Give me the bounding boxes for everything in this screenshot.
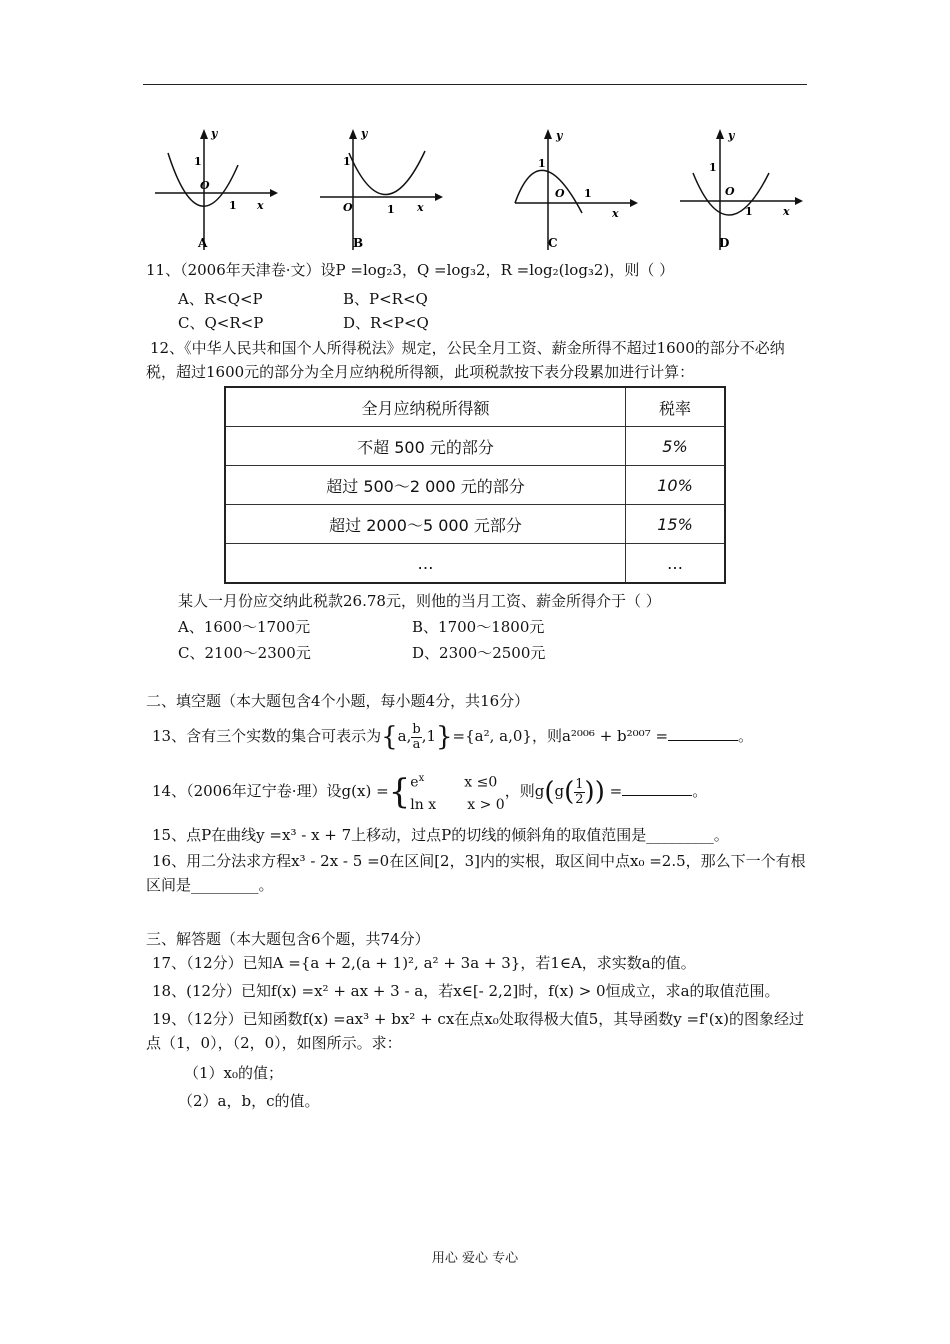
question-12-prompt: 某人一月份应交纳此税款26.78元，则他的当月工资、薪金所得介于（ ）: [178, 592, 661, 610]
table-cell: …: [225, 544, 626, 584]
question-19-part-1: （1）x₀的值；: [184, 1064, 284, 1082]
svg-text:x: x: [417, 201, 424, 214]
table-cell: 10%: [626, 466, 726, 505]
question-18: 18、(12分）已知f(x) =x² + ax + 3 - a，若x∈[- 2,2]时，f(x) > 0恒成立，求a的取值范围。: [152, 982, 780, 1000]
q14-end: 。: [692, 782, 708, 800]
q14-fraction: $\frac{1}{2}$: [575, 776, 584, 807]
q11-option-b: B、P<R<Q: [343, 290, 428, 308]
svg-text:1: 1: [584, 187, 592, 200]
svg-text:1: 1: [709, 161, 717, 174]
question-16: 16、用二分法求方程x³ - 2x - 5 =0在区间[2，3]内的实根，取区间中点x₀ =2.5，那么下一个有根区间是_________。: [146, 852, 806, 894]
q13-answer-blank[interactable]: [668, 726, 738, 741]
q14-answer-blank[interactable]: [622, 781, 692, 796]
svg-text:1: 1: [194, 155, 202, 168]
section-2-heading: 二、填空题（本大题包含4个小题，每小题4分，共16分）: [146, 692, 530, 710]
graph-options-row: [150, 125, 810, 257]
q13-suffix: ={a², a,0}，则a²⁰⁰⁶ + b²⁰⁰⁷ =: [452, 727, 669, 745]
header-rule: [143, 84, 807, 85]
svg-text:O: O: [343, 201, 353, 214]
svg-text:x: x: [783, 205, 790, 218]
svg-text:y: y: [211, 127, 218, 140]
q14-prefix: 14、（2006年辽宁卷·理）设g(x) =: [152, 782, 389, 800]
svg-text:y: y: [728, 129, 735, 142]
svg-text:O: O: [200, 179, 210, 192]
svg-text:x: x: [612, 207, 619, 220]
svg-text:x: x: [257, 199, 264, 212]
svg-text:y: y: [556, 129, 563, 142]
section-3-heading: 三、解答题（本大题包含6个题，共74分）: [146, 930, 430, 948]
q12-option-c: C、2100～2300元: [178, 644, 311, 662]
question-19: 19、（12分）已知函数f(x) =ax³ + bx² + cx在点x₀处取得极大值5，其导函数y =f'(x)的图象经过点（1，0），（2，0），如图所示。求：: [146, 1010, 804, 1052]
graph-b: [315, 125, 450, 257]
table-row: [225, 505, 725, 544]
svg-text:1: 1: [538, 157, 546, 170]
q11-option-a: A、R<Q<P: [178, 290, 263, 308]
q13-end: 。: [738, 727, 754, 745]
page-footer: 用心 爱心 专心: [431, 1251, 519, 1266]
svg-text:1: 1: [343, 155, 351, 168]
svg-text:O: O: [555, 187, 565, 200]
svg-text:O: O: [725, 185, 735, 198]
table-cell: 5%: [626, 427, 726, 466]
svg-text:1: 1: [229, 199, 237, 212]
q11-option-c: C、Q<R<P: [178, 314, 264, 332]
table-cell: …: [626, 544, 726, 584]
graph-c: [510, 125, 645, 257]
graph-b-label: B: [353, 236, 364, 250]
q11-option-d: D、R<P<Q: [343, 314, 429, 332]
question-19-part-2: （2）a，b，c的值。: [178, 1092, 320, 1110]
question-11-stem: 11、（2006年天津卷·文）设P =log₂3，Q =log₃2，R =log₂(log₃2)，则（ ）: [146, 261, 675, 279]
question-14: 14、（2006年辽宁卷·理）设g(x) ={ $e^x$ x ≤0 ln x x > 0 ，则g(g( $\frac{1}{2}$ )) = 。: [152, 768, 707, 818]
table-header-rate: 税率: [626, 387, 726, 427]
question-15: 15、点P在曲线y =x³ - x + 7上移动，过点P的切线的倾斜角的取值范围是_________。: [152, 826, 729, 844]
table-header-row: [225, 387, 725, 427]
q13-prefix: 13、含有三个实数的集合可表示为: [152, 727, 382, 745]
q14-equals: =: [609, 782, 623, 800]
q14-middle: ，则: [504, 782, 535, 800]
table-cell: 超过 2000～5 000 元部分: [225, 505, 626, 544]
question-17: 17、（12分）已知A ={a + 2,(a + 1)², a² + 3a + 3}，若1∈A，求实数a的值。: [152, 954, 696, 972]
q12-option-a: A、1600～1700元: [178, 618, 311, 636]
graph-a-label: A: [198, 236, 208, 250]
table-header-income: 全月应纳税所得额: [225, 387, 626, 427]
graph-d-label: D: [719, 236, 730, 250]
tax-rate-table: [224, 386, 726, 584]
table-row: [225, 544, 725, 584]
graph-d: [675, 125, 810, 257]
table-row: [225, 427, 725, 466]
table-row: [225, 466, 725, 505]
question-13: 13、含有三个实数的集合可表示为{a, $\frac{b}{a}$ ,1}={a², a,0}，则a²⁰⁰⁶ + b²⁰⁰⁷ = 。: [152, 721, 754, 752]
table-cell: 15%: [626, 505, 726, 544]
graph-c-label: C: [548, 236, 558, 250]
table-cell: 超过 500～2 000 元的部分: [225, 466, 626, 505]
q13-fraction: $\frac{b}{a}$: [412, 721, 421, 752]
question-12-stem: 12、《中华人民共和国个人所得税法》规定，公民全月工资、薪金所得不超过1600的部分不必纳税，超过1600元的部分为全月应纳税所得额，此项税款按下表分段累加进行计算：: [146, 339, 785, 381]
svg-text:1: 1: [387, 203, 395, 216]
svg-text:1: 1: [745, 205, 753, 218]
q12-option-b: B、1700～1800元: [412, 618, 545, 636]
q14-piecewise: $e^x$ x ≤0 ln x x > 0: [410, 773, 505, 813]
q12-option-d: D、2300～2500元: [412, 644, 546, 662]
graph-a: [150, 125, 285, 257]
svg-text:y: y: [361, 127, 368, 140]
table-cell: 不超 500 元的部分: [225, 427, 626, 466]
